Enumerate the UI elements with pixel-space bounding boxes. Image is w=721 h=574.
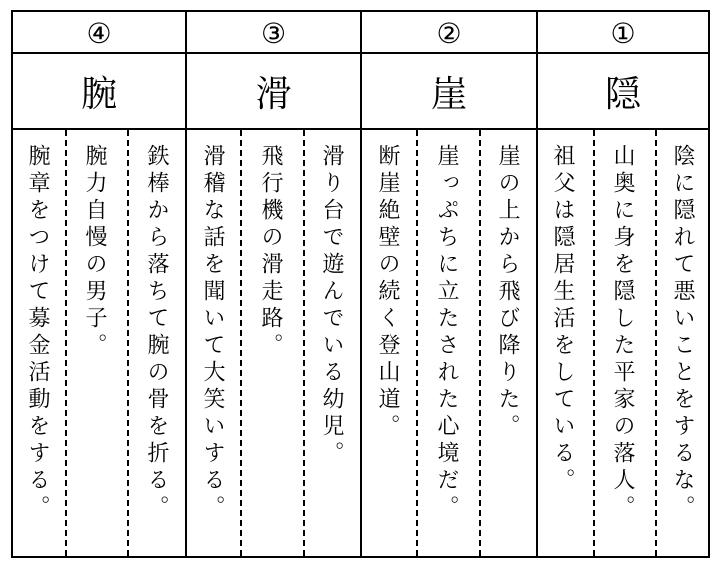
column-number: ① (610, 16, 636, 50)
worksheet-table (11, 10, 710, 558)
example-sentence: 腕力自慢の男子。 (82, 144, 107, 360)
example-sentence: 鉄棒から落ちて腕の骨を折る。 (144, 144, 169, 522)
column-number: ③ (260, 16, 287, 50)
dashed-separator (655, 130, 657, 556)
example-sentence: 断崖絶壁の続く登山道。 (375, 144, 400, 441)
example-sentence: 祖父は隠居生活をしている。 (550, 144, 575, 495)
dashed-separator (593, 130, 595, 556)
dashed-separator (416, 130, 418, 556)
target-kanji: 滑 (255, 73, 292, 115)
example-sentence: 山奥に身を隠した平家の落人。 (610, 144, 635, 522)
dashed-separator (65, 130, 67, 556)
example-sentence: 崖っぷちに立たされた心境だ。 (434, 144, 459, 522)
example-sentence: 滑稽な話を聞いて大笑いする。 (200, 144, 225, 522)
dashed-separator (127, 130, 129, 556)
dashed-separator (479, 130, 481, 556)
dashed-separator (240, 130, 242, 556)
example-sentence: 飛行機の滑走路。 (258, 144, 283, 360)
target-kanji: 腕 (80, 73, 117, 115)
example-sentence: 滑り台で遊んでいる幼児。 (319, 144, 344, 468)
example-sentence: 陰に隠れて悪いことをするな。 (670, 144, 695, 522)
example-sentence: 腕章をつけて募金活動をする。 (25, 144, 50, 522)
example-sentence: 崖の上から飛び降りた。 (495, 144, 520, 441)
column-number: ④ (86, 16, 112, 50)
dashed-separator (303, 130, 305, 556)
column-number: ② (436, 16, 462, 50)
target-kanji: 隠 (604, 73, 641, 115)
target-kanji: 崖 (430, 73, 467, 115)
